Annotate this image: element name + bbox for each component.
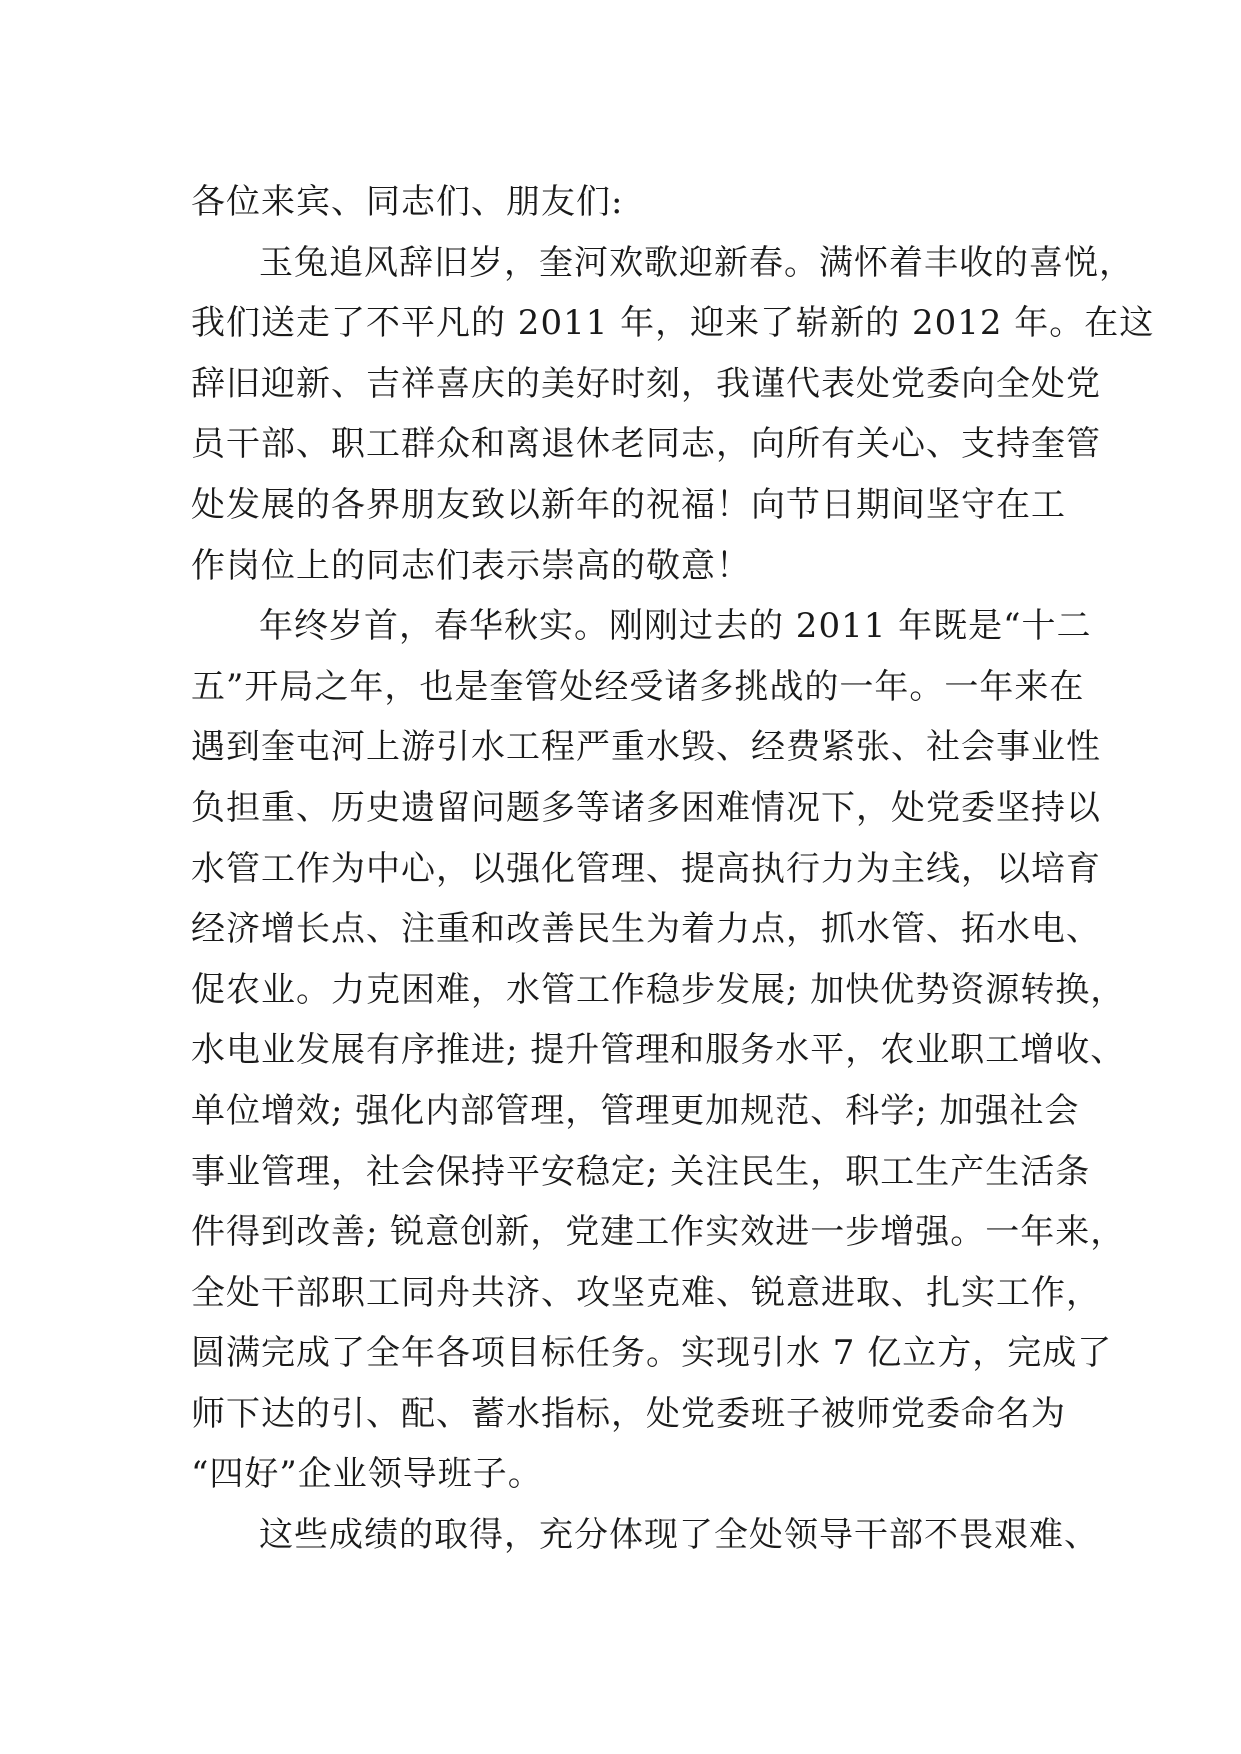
paragraph-list [191,233,1155,1566]
paragraph [191,1505,1099,1566]
paragraph [191,233,1155,597]
paragraph-line: 年终岁首，春华秋实。刚刚过去的 2011 年既是“十二 [259,606,1092,647]
paragraph-line: 件得到改善; 锐意创新，党建工作实效进一步增强。一年来， [191,1212,1126,1253]
paragraph [191,596,1126,1505]
salutation: 各位来宾、同志们、朋友们: [191,182,624,222]
paragraph-line: 这些成绩的取得，充分体现了全处领导干部不畏艰难、 [259,1515,1099,1556]
paragraph-line: “四好”企业领导班子。 [191,1454,543,1495]
paragraph-line: 五”开局之年，也是奎管处经受诸多挑战的一年。一年来在 [191,666,1085,707]
paragraph-line: 师下达的引、配、蓄水指标，处党委班子被师党委命名为 [191,1393,1066,1434]
paragraph-line: 辞旧迎新、吉祥喜庆的美好时刻，我谨代表处党委向全处党 [191,363,1101,404]
paragraph-line: 促农业。力克困难，水管工作稳步发展; 加快优势资源转换， [191,969,1126,1010]
paragraph-line: 全处干部职工同舟共济、攻坚克难、锐意进取、扎实工作， [191,1272,1101,1313]
paragraph-line: 员干部、职工群众和离退休老同志，向所有关心、支持奎管 [191,424,1101,465]
letter-body [191,172,1155,1566]
paragraph-line: 遇到奎屯河上游引水工程严重水毁、经费紧张、社会事业性 [191,727,1101,768]
paragraph-line: 事业管理，社会保持平安稳定; 关注民生，职工生产生活条 [191,1151,1091,1192]
paragraph-line: 圆满完成了全年各项目标任务。实现引水 7 亿立方，完成了 [191,1333,1113,1374]
paragraph-line: 水管工作为中心，以强化管理、提高执行力为主线，以培育 [191,848,1101,889]
paragraph-line: 作岗位上的同志们表示崇高的敬意！ [191,545,751,586]
paragraph-line: 玉兔追风辞旧岁，奎河欢歌迎新春。满怀着丰收的喜悦， [259,242,1134,283]
paragraph-line: 水电业发展有序推进; 提升管理和服务水平，农业职工增收、 [191,1030,1126,1071]
paragraph-line: 我们送走了不平凡的 2011 年，迎来了崭新的 2012 年。在这 [191,303,1155,344]
paragraph-line: 处发展的各界朋友致以新年的祝福！向节日期间坚守在工 [191,484,1066,525]
paragraph-line: 单位增效; 强化内部管理，管理更加规范、科学; 加强社会 [191,1090,1080,1131]
paragraph-line: 经济增长点、注重和改善民生为着力点，抓水管、拓水电、 [191,909,1101,950]
paragraph-line: 负担重、历史遗留问题多等诸多困难情况下，处党委坚持以 [191,787,1101,828]
